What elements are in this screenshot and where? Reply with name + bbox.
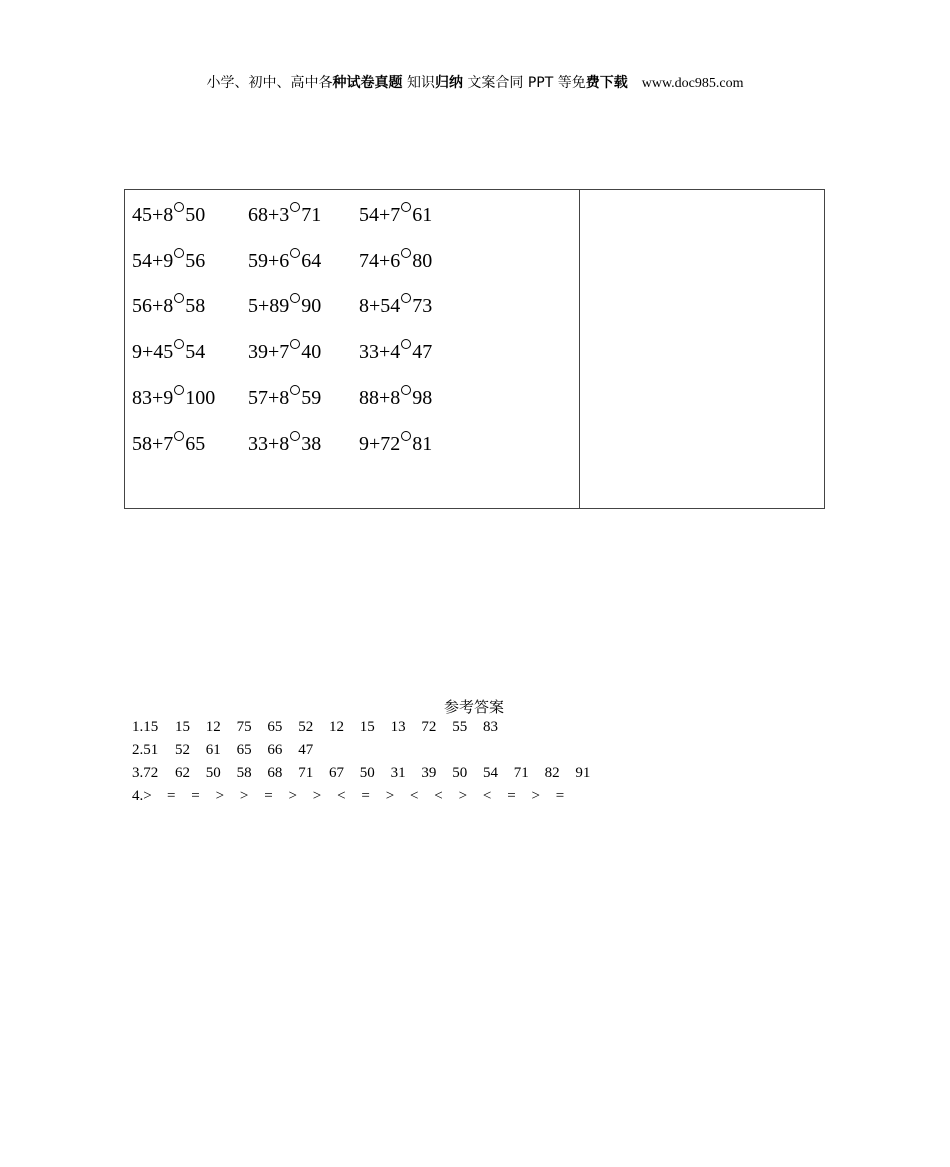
exercise-item — [359, 431, 432, 456]
exercise-item — [359, 248, 432, 273]
exercise-right: 59 — [301, 387, 322, 409]
answer-token: = — [264, 788, 273, 804]
answer-token: 54 — [483, 765, 498, 781]
box-divider — [579, 190, 580, 508]
answer-token: 52 — [175, 742, 190, 758]
answer-token: = — [507, 788, 516, 804]
answer-token: > — [458, 788, 468, 804]
exercise-item — [359, 339, 432, 364]
exercise-right: 61 — [412, 204, 433, 226]
exercise-item — [248, 385, 321, 410]
page-header — [0, 72, 950, 92]
exercise-right: 54 — [185, 341, 206, 363]
exercise-item — [132, 385, 215, 410]
exercise-left: 9+72 — [359, 433, 401, 455]
exercise-right: 65 — [185, 433, 206, 455]
answer-token: 50 — [359, 765, 375, 781]
compare-circle-icon[interactable] — [290, 293, 300, 303]
compare-circle-icon[interactable] — [174, 202, 184, 212]
answer-token: 71 — [298, 765, 314, 781]
exercise-item — [132, 339, 205, 364]
exercise-left: 5+89 — [248, 295, 290, 317]
exercise-box — [124, 189, 825, 509]
exercise-left: 33+4 — [359, 341, 401, 363]
exercise-item — [359, 293, 432, 318]
exercise-item — [359, 385, 432, 410]
exercise-item — [248, 339, 321, 364]
compare-circle-icon[interactable] — [174, 293, 184, 303]
answer-token: > — [531, 788, 540, 804]
exercise-right: 38 — [301, 433, 322, 455]
exercise-left: 74+6 — [359, 250, 401, 272]
answer-token: 13 — [390, 719, 406, 735]
exercise-right: 47 — [412, 341, 433, 363]
exercise-left: 39+7 — [248, 341, 290, 363]
answer-title: 参考答案 — [444, 698, 505, 716]
exercise-left: 33+8 — [248, 433, 290, 455]
exercise-left: 58+7 — [132, 433, 174, 455]
answer-token: < — [434, 788, 443, 804]
answer-token: 39 — [421, 765, 437, 781]
exercise-left: 54+7 — [359, 204, 401, 226]
header-text-2: 知识 — [402, 75, 435, 91]
answer-token: 75 — [236, 719, 252, 735]
answer-token: < — [482, 788, 492, 804]
compare-circle-icon[interactable] — [290, 202, 300, 212]
answer-token: 50 — [205, 765, 221, 781]
compare-circle-icon[interactable] — [174, 385, 184, 395]
compare-circle-icon[interactable] — [290, 385, 300, 395]
exercise-right: 50 — [185, 204, 206, 226]
exercise-left: 56+8 — [132, 295, 174, 317]
exercise-right: 40 — [301, 341, 322, 363]
compare-circle-icon[interactable] — [401, 431, 411, 441]
answer-token: 72 — [421, 719, 437, 735]
exercise-item — [132, 202, 205, 227]
answer-token: 15 — [359, 719, 375, 735]
answer-token: 52 — [298, 719, 314, 735]
exercise-right: 90 — [301, 295, 322, 317]
exercise-left: 54+9 — [132, 250, 174, 272]
compare-circle-icon[interactable] — [290, 339, 300, 349]
exercise-item — [248, 293, 321, 318]
exercise-right: 81 — [412, 433, 433, 455]
exercise-left: 88+8 — [359, 387, 401, 409]
answer-token: 4.> — [132, 788, 152, 804]
answer-token: > — [215, 788, 225, 804]
answer-token: = — [191, 788, 200, 804]
exercise-item — [132, 293, 205, 318]
exercise-item — [132, 248, 205, 273]
header-url[interactable]: www.doc985.com — [641, 76, 744, 91]
answer-token: 65 — [267, 719, 283, 735]
answer-token: = — [361, 788, 370, 804]
answer-token: 61 — [205, 742, 221, 758]
compare-circle-icon[interactable] — [290, 248, 300, 258]
exercise-item — [248, 202, 321, 227]
compare-circle-icon[interactable] — [401, 339, 411, 349]
answer-token: 91 — [575, 765, 591, 781]
answer-token: 1.15 — [132, 719, 159, 735]
exercise-right: 73 — [412, 295, 433, 317]
exercise-right: 98 — [412, 387, 433, 409]
compare-circle-icon[interactable] — [290, 431, 300, 441]
answer-token: = — [167, 788, 176, 804]
compare-circle-icon[interactable] — [174, 339, 184, 349]
header-text-1: 小学、初中、高中各 — [206, 75, 333, 91]
answer-token: > — [385, 788, 395, 804]
answer-token: 12 — [329, 719, 344, 735]
answer-token: 62 — [175, 765, 190, 781]
exercise-item — [248, 248, 321, 273]
answer-token: 66 — [267, 742, 283, 758]
answer-token: > — [288, 788, 297, 804]
answer-token: 58 — [236, 765, 252, 781]
header-text-3: 文案合同 PPT 等免 — [462, 75, 586, 91]
answer-token: 47 — [298, 742, 314, 758]
exercise-right: 80 — [412, 250, 433, 272]
exercise-left: 57+8 — [248, 387, 290, 409]
compare-circle-icon[interactable] — [174, 248, 184, 258]
exercise-left: 45+8 — [132, 204, 174, 226]
answer-token: 15 — [175, 719, 190, 735]
compare-circle-icon[interactable] — [401, 248, 411, 258]
answer-token: 65 — [236, 742, 252, 758]
header-bold-2: 归纳 — [434, 75, 463, 91]
answer-token: 55 — [452, 719, 468, 735]
answer-token: > — [312, 788, 322, 804]
exercise-left: 59+6 — [248, 250, 290, 272]
exercise-left: 8+54 — [359, 295, 401, 317]
exercise-left: 83+9 — [132, 387, 174, 409]
exercise-right: 56 — [185, 250, 206, 272]
answer-token: 82 — [544, 765, 560, 781]
exercise-item — [132, 431, 205, 456]
answer-token: > — [239, 788, 249, 804]
header-bold-3: 费下载 — [585, 75, 628, 91]
exercise-item — [359, 202, 432, 227]
answer-token: 67 — [329, 765, 344, 781]
exercise-right: 100 — [185, 387, 216, 409]
compare-circle-icon[interactable] — [401, 293, 411, 303]
answer-token: < — [410, 788, 419, 804]
compare-circle-icon[interactable] — [401, 202, 411, 212]
exercise-left: 9+45 — [132, 341, 174, 363]
answer-token: 2.51 — [132, 742, 159, 758]
exercise-left: 68+3 — [248, 204, 290, 226]
answer-token: 50 — [452, 765, 468, 781]
exercise-right: 58 — [185, 295, 206, 317]
answer-token: 68 — [267, 765, 283, 781]
exercise-item — [248, 431, 321, 456]
exercise-right: 64 — [301, 250, 322, 272]
answer-token: 3.72 — [132, 765, 159, 781]
answer-token: 12 — [205, 719, 221, 735]
exercise-right: 71 — [301, 204, 322, 226]
answer-token: = — [555, 788, 565, 804]
header-bold-1: 种试卷真题 — [332, 75, 403, 91]
answer-token: 31 — [390, 765, 406, 781]
compare-circle-icon[interactable] — [401, 385, 411, 395]
answer-token: < — [337, 788, 346, 804]
answer-token: 71 — [513, 765, 529, 781]
answer-token: 83 — [483, 719, 498, 735]
compare-circle-icon[interactable] — [174, 431, 184, 441]
